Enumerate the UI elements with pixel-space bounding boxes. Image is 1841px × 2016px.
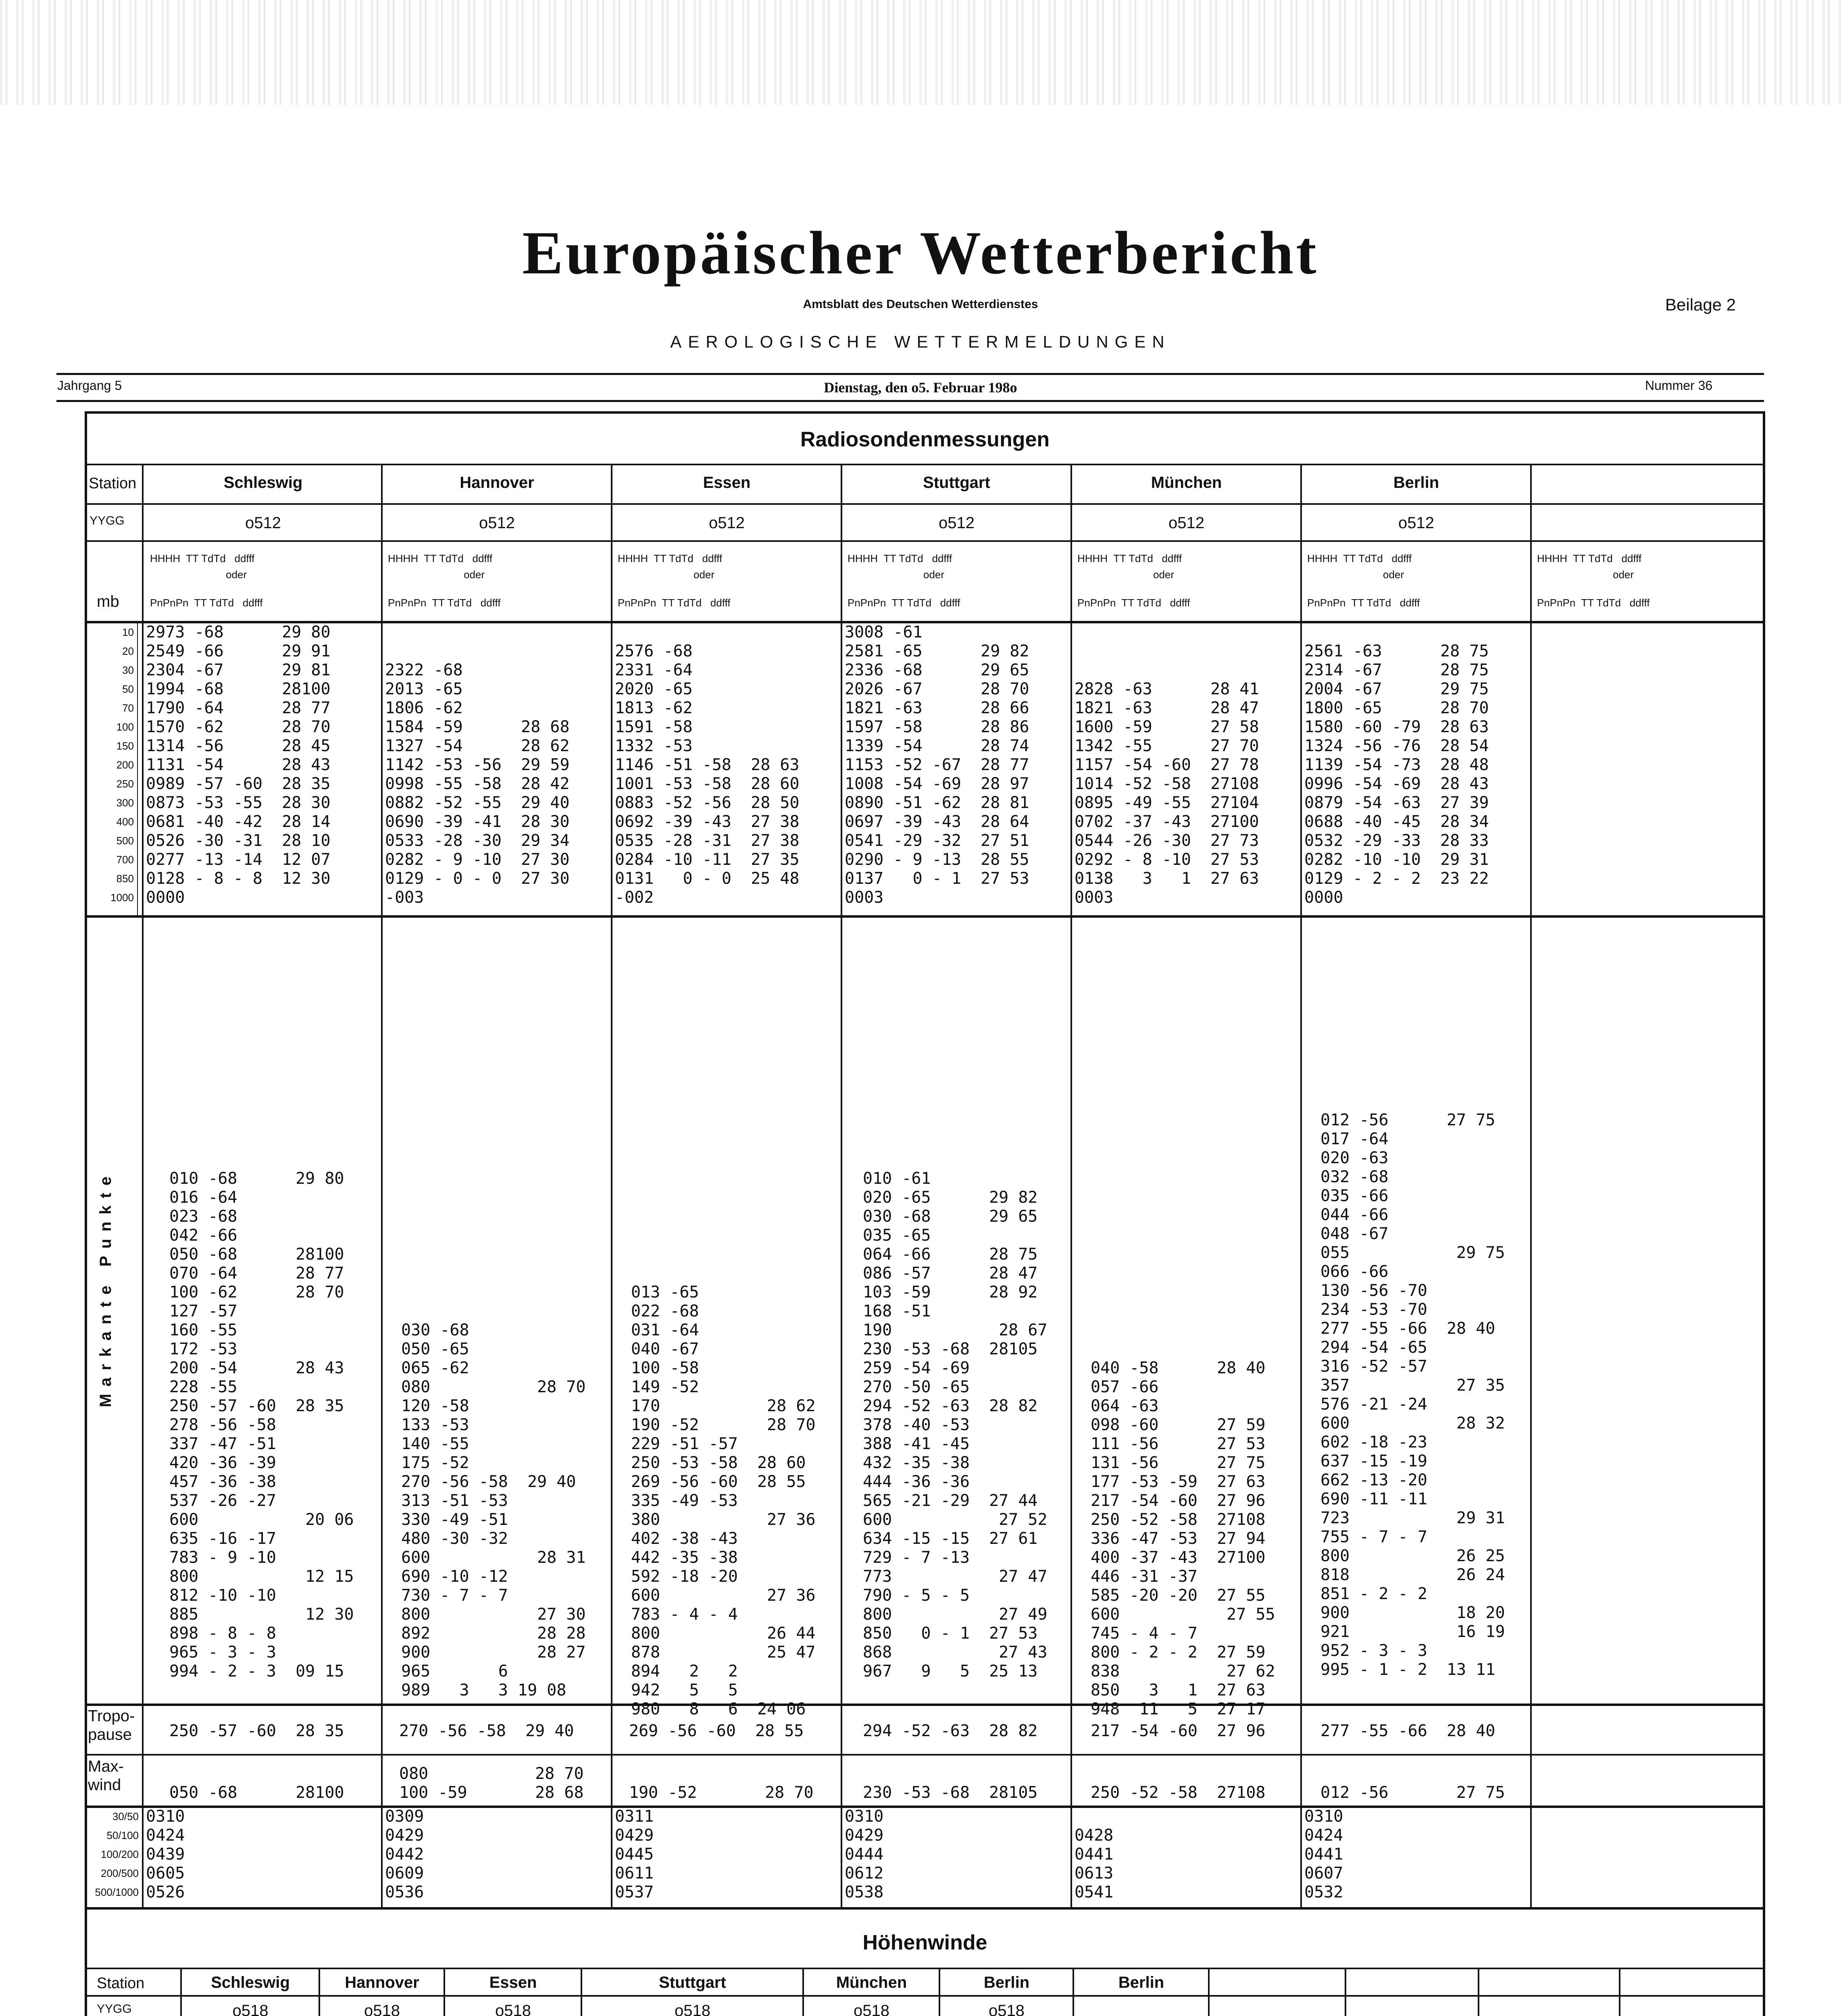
col-rule [581, 1968, 582, 2016]
col-rule [142, 464, 144, 1907]
yygg-value: o512 [1168, 514, 1204, 532]
column-header-oder: oder [923, 569, 945, 581]
column-header: PnPnPn TT TdTd ddfff [618, 597, 731, 609]
column-header: HHHH TT TdTd ddfff [848, 552, 952, 564]
pressure-levels: 10 20 30 50 70 100 150 200 250 300 400 500 700 850 1000 [110, 626, 134, 904]
radiosonde-title: Radiosondenmessungen [800, 428, 1050, 451]
issue-number: Nummer 36 [1645, 378, 1713, 393]
column-header-oder: oder [1153, 569, 1175, 581]
col-rule [841, 464, 842, 1907]
column-header: PnPnPn TT TdTd ddfff [388, 597, 501, 609]
col-rule [1530, 464, 1532, 1907]
col-rule [1070, 464, 1072, 1907]
significant-points: 010 -68 29 80 016 -64 023 -68 042 -66 050 -68 28100 070 -64 28 77 100 -62 28 70 127 -57 160 -55 172 -53 200 -54 28 43 228 -55 250 -57 -60 28 35 278 -56 -58 337 -47 -51 420 -36 -39 457 -36 -38 537 -26 -27 600 20 06 635 -16 -17 783 - 9 -10 800 12 15 812 -10 -10 885 12 30 898 - 8 - 8 965 - 3 - 3 994 - 2 - 3 09 15 [169, 1169, 354, 1681]
winds-yygg: o518 [495, 2002, 531, 2016]
maxwind-value: 080 28 70 100 -59 28 68 [399, 1764, 584, 1802]
standard-levels: 2322 -68 2013 -65 1806 -62 1584 -59 28 68 1327 -54 28 62 1142 -53 -56 29 59 0998 -55 -58 28 42 0882 -52 -55 29 40 0690 -39 -41 28 30 0533 -28 -30 29 34 0282 - 9 -10 27 30 0129 - 0 - 0 27 30 -003 [385, 661, 570, 907]
station-name: Stuttgart [923, 474, 990, 492]
tropopause-value: 250 -57 -60 28 35 [169, 1722, 344, 1740]
col-rule [180, 1968, 182, 2016]
supplement-label: Beilage 2 [1665, 295, 1736, 314]
mb-label: mb [97, 593, 119, 610]
rule [87, 1995, 1763, 1997]
significant-points: 040 -58 28 40 057 -66 064 -63 098 -60 27 59 111 -56 27 53 131 -56 27 75 177 -53 -59 27 63 217 -54 -60 27 96 250 -52 -58 27108 336 -47 -53 27 94 400 -37 -43 27100 446 -31 -37 585 -20 -20 27 55 600 27 55 745 - 4 - 7 800 - 2 - 2 27 59 838 27 62 850 3 1 27 63 948 11 5 27 17 [1091, 1359, 1275, 1718]
col-rule [1478, 1968, 1479, 2016]
rule [87, 1968, 1763, 1969]
maxwind-value: 230 -53 -68 28105 [863, 1783, 1038, 1802]
column-header: HHHH TT TdTd ddfff [1307, 552, 1412, 564]
maxwind-label: Max- wind [88, 1758, 124, 1794]
col-rule [1073, 1968, 1074, 2016]
winds-yygg: o518 [232, 2002, 269, 2016]
station-name: Hannover [460, 474, 534, 492]
winds-station-name: Essen [489, 1974, 537, 1991]
yygg-value: o512 [479, 514, 515, 532]
winds-yygg: o518 [675, 2002, 710, 2016]
tropopause-value: 270 -56 -58 29 40 [399, 1722, 574, 1740]
winds-station-name: Stuttgart [659, 1974, 726, 1991]
thickness-values: 0310 0424 0439 0605 0526 [146, 1807, 185, 1901]
thickness-values: 0428 0441 0613 0541 [1075, 1826, 1114, 1901]
winds-station-name: Schleswig [211, 1974, 290, 1991]
volume-label: Jahrgang 5 [57, 378, 122, 393]
header-rule-bottom [56, 400, 1764, 402]
column-header: HHHH TT TdTd ddfff [388, 552, 493, 564]
rule [87, 1907, 1763, 1910]
level-rule [137, 623, 138, 915]
winds-station-name: Berlin [1118, 1974, 1164, 1991]
col-rule [319, 1968, 320, 2016]
rule [87, 540, 1763, 542]
col-rule [1619, 1968, 1620, 2016]
tropopause-label: Tropo- pause [88, 1707, 135, 1743]
col-rule [1208, 1968, 1210, 2016]
yygg-value: o512 [709, 514, 745, 532]
thickness-values: 0311 0429 0445 0611 0537 [615, 1807, 654, 1901]
column-header: PnPnPn TT TdTd ddfff [1307, 597, 1420, 609]
page-title: Europäischer Wetterbericht [522, 219, 1319, 287]
column-header: PnPnPn TT TdTd ddfff [1077, 597, 1190, 609]
scan-noise [0, 0, 1841, 105]
standard-levels: 2576 -68 2331 -64 2020 -65 1813 -62 1591 -58 1332 -53 1146 -51 -58 28 63 1001 -53 -58 28 60 0883 -52 -56 28 50 0692 -39 -43 27 38 0535 -28 -31 27 38 0284 -10 -11 27 35 0131 0 - 0 25 48 -002 [615, 642, 800, 907]
rule [87, 915, 1763, 918]
winds-station-label: Station [97, 1975, 145, 1992]
col-rule [802, 1968, 804, 2016]
standard-levels: 2561 -63 28 75 2314 -67 28 75 2004 -67 29 75 1800 -65 28 70 1580 -60 -79 28 63 1324 -56 -76 28 54 1139 -54 -73 28 48 0996 -54 -69 28 43 0879 -54 -63 27 39 0688 -40 -45 28 34 0532 -29 -33 28 33 0282 -10 -10 29 31 0129 - 2 - 2 23 22 0000 [1304, 642, 1489, 907]
significant-points-label: Markante Punkte [97, 1169, 115, 1408]
station-label: Station [89, 475, 137, 492]
issue-date: Dienstag, den o5. Februar 198o [824, 379, 1017, 396]
maxwind-value: 190 -52 28 70 [629, 1783, 814, 1802]
tropopause-value: 277 -55 -66 28 40 [1320, 1722, 1495, 1740]
tropopause-value: 217 -54 -60 27 96 [1091, 1722, 1266, 1740]
thickness-values: 0310 0429 0444 0612 0538 [845, 1807, 884, 1901]
column-header-oder: oder [693, 569, 715, 581]
col-rule [611, 464, 612, 1907]
winds-station-name: Berlin [983, 1974, 1030, 1991]
standard-levels: 2973 -68 29 80 2549 -66 29 91 2304 -67 29 81 1994 -68 28100 1790 -64 28 77 1570 -62 28 70 1314 -56 28 45 1131 -54 28 43 0989 -57 -60 28 35 0873 -53 -55 28 30 0681 -40 -42 28 14 0526 -30 -31 28 10 0277 -13 -14 12 07 0128 - 8 - 8 12 30 0000 [146, 623, 331, 907]
column-header: HHHH TT TdTd ddfff [1077, 552, 1182, 564]
significant-points: 030 -68 050 -65 065 -62 080 28 70 120 -58 133 -53 140 -55 175 -52 270 -56 -58 29 40 313 -51 -53 330 -49 -51 480 -30 -32 600 28 31 690 -10 -12 730 - 7 - 7 800 27 30 892 28 28 900 28 27 965 6 989 3 3 19 08 [401, 1321, 586, 1699]
yygg-value: o512 [939, 514, 975, 532]
col-rule [939, 1968, 940, 2016]
station-name: Essen [703, 474, 751, 492]
winds-yygg: o518 [364, 2002, 400, 2016]
column-header: PnPnPn TT TdTd ddfff [1537, 597, 1650, 609]
standard-levels: 3008 -61 2581 -65 29 82 2336 -68 29 65 2026 -67 28 70 1821 -63 28 66 1597 -58 28 86 1339 -54 28 74 1153 -52 -67 28 77 1008 -54 -69 28 97 0890 -51 -62 28 81 0697 -39 -43 28 64 0541 -29 -32 27 51 0290 - 9 -13 28 55 0137 0 - 1 27 53 0003 [845, 623, 1029, 907]
significant-points: 010 -61 020 -65 29 82 030 -68 29 65 035 -65 064 -66 28 75 086 -57 28 47 103 -59 28 92 168 -51 190 28 67 230 -53 -68 28105 259 -54 -69 270 -50 -65 294 -52 -63 28 82 378 -40 -53 388 -41 -45 432 -35 -38 444 -36 -36 565 -21 -29 27 44 600 27 52 634 -15 -15 27 61 729 - 7 -13 773 27 47 790 - 5 - 5 800 27 49 850 0 - 1 27 53 868 27 43 967 9 5 25 13 [863, 1169, 1048, 1681]
column-header: HHHH TT TdTd ddfff [1537, 552, 1642, 564]
maxwind-value: 250 -52 -58 27108 [1091, 1783, 1266, 1802]
thickness-values: 0309 0429 0442 0609 0536 [385, 1807, 424, 1901]
col-rule [1300, 464, 1302, 1907]
publisher-line: Amtsblatt des Deutschen Wetterdienstes [803, 298, 1038, 311]
winds-station-name: Hannover [345, 1974, 419, 1991]
standard-levels: 2828 -63 28 41 1821 -63 28 47 1600 -59 27 58 1342 -55 27 70 1157 -54 -60 27 78 1014 -52 -58 27108 0895 -49 -55 27104 0702 -37 -43 27100 0544 -26 -30 27 73 0292 - 8 -10 27 53 0138 3 1 27 63 0003 [1075, 680, 1259, 907]
column-header-oder: oder [464, 569, 485, 581]
maxwind-value: 050 -68 28100 [169, 1783, 344, 1802]
tropopause-value: 294 -52 -63 28 82 [863, 1722, 1038, 1740]
significant-points: 013 -65 022 -68 031 -64 040 -67 100 -58 149 -52 170 28 62 190 -52 28 70 229 -51 -57 250 -53 -58 28 60 269 -56 -60 28 55 335 -49 -53 380 27 36 402 -38 -43 442 -35 -38 592 -18 -20 600 27 36 783 - 4 - 4 800 26 44 878 25 47 894 2 2 942 5 5 980 8 6 24 06 [631, 1283, 816, 1718]
station-name: Berlin [1393, 474, 1439, 492]
station-name: Schleswig [223, 474, 303, 492]
column-header: HHHH TT TdTd ddfff [618, 552, 723, 564]
col-rule [381, 464, 383, 1907]
rule [87, 1704, 1763, 1706]
maxwind-value: 012 -56 27 75 [1320, 1783, 1505, 1802]
header-rule-top [56, 373, 1764, 375]
winds-yygg: o518 [854, 2002, 889, 2016]
column-header: HHHH TT TdTd ddfff [150, 552, 255, 564]
rule [87, 1754, 1763, 1756]
col-rule [1345, 1968, 1346, 2016]
station-name: München [1151, 474, 1222, 492]
yygg-value: o512 [245, 514, 281, 532]
column-header: PnPnPn TT TdTd ddfff [150, 597, 263, 609]
thickness-labels: 30/50 50/100 100/200 200/500 500/1000 [95, 1810, 139, 1898]
rule [87, 1806, 1763, 1808]
significant-points: 012 -56 27 75 017 -64 020 -63 032 -68 035 -66 044 -66 048 -67 055 29 75 066 -66 130 -56 -70 234 -53 -70 277 -55 -66 28 40 294 -54 -65 316 -52 -57 357 27 35 576 -21 -24 600 28 32 602 -18 -23 637 -15 -19 662 -13 -20 690 -11 -11 723 29 31 755 - 7 - 7 800 26 25 818 26 24 851 - 2 - 2 900 18 20 921 16 19 952 - 3 - 3 995 - 1 - 2 13 11 [1320, 1111, 1505, 1679]
yygg-value: o512 [1398, 514, 1434, 532]
thickness-values: 0310 0424 0441 0607 0532 [1304, 1807, 1343, 1901]
tropopause-value: 269 -56 -60 28 55 [629, 1722, 804, 1740]
winds-title: Höhenwinde [862, 1931, 987, 1954]
column-header-oder: oder [1383, 569, 1404, 581]
rule [87, 464, 1763, 465]
column-header-oder: oder [226, 569, 247, 581]
col-rule [444, 1968, 445, 2016]
winds-station-name: München [836, 1974, 907, 1991]
column-header: PnPnPn TT TdTd ddfff [848, 597, 960, 609]
winds-yygg-label: YYGG [97, 2002, 132, 2016]
yygg-label: YYGG [90, 514, 125, 527]
page-subtitle: AEROLOGISCHE WETTERMELDUNGEN [670, 332, 1171, 351]
winds-yygg: o518 [989, 2002, 1025, 2016]
rule [87, 503, 1763, 505]
column-header-oder: oder [1613, 569, 1634, 581]
